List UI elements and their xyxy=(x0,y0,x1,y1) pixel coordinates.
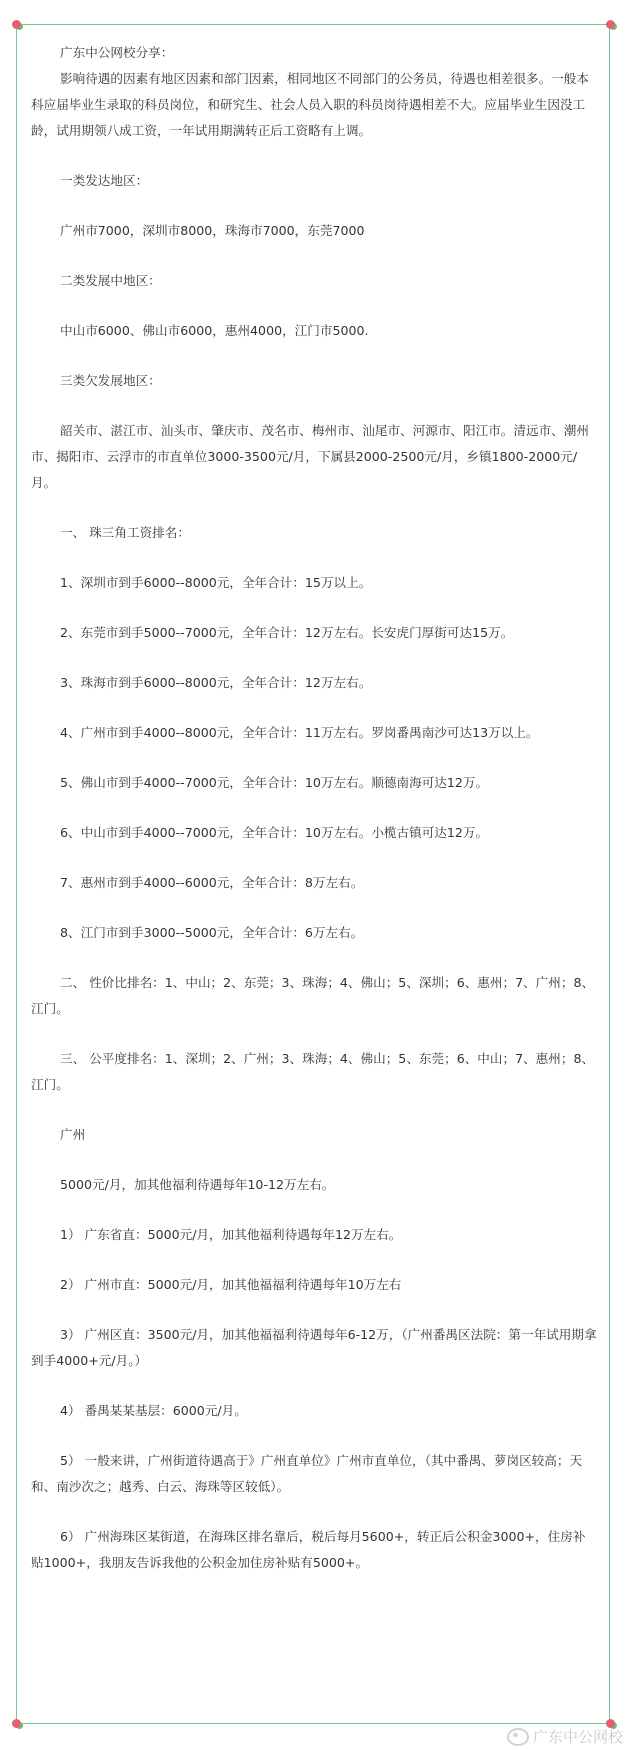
region-heading-3: 三类欠发展地区： xyxy=(60,373,161,388)
weibo-logo-icon xyxy=(507,1728,529,1746)
guangzhou-item: 3） 广州区直：3500元/月，加其他福福利待遇每年6-12万，（广州番禺区法院：第一年试用期拿到手4000+元/月。） xyxy=(31,1327,597,1368)
region-3-salaries: 韶关市、湛江市、汕头市、肇庆市、茂名市、梅州市、汕尾市、河源市、阳江市。清远市、潮州市、揭阳市、云浮市的市直单位3000-3500元/月，下属县2000-2500元/月，乡镇1800-2000元/月。 xyxy=(31,423,589,490)
region-1-salaries: 广州市7000，深圳市8000，珠海市7000，东莞7000 xyxy=(60,223,365,238)
guangzhou-item: 1） 广东省直：5000元/月，加其他福利待遇每年12万左右。 xyxy=(60,1227,402,1242)
ranking-item: 3、珠海市到手6000--8000元，全年合计：12万左右。 xyxy=(60,675,372,690)
article-body xyxy=(31,40,597,1576)
region-2-salaries: 中山市6000、佛山市6000，惠州4000，江门市5000. xyxy=(60,323,369,338)
guangzhou-item: 2） 广州市直：5000元/月，加其他福福利待遇每年10万左右 xyxy=(60,1277,402,1292)
guangzhou-item: 6） 广州海珠区某街道，在海珠区排名靠后，税后每月5600+，转正后公积金3000+，住房补贴1000+，我朋友告诉我他的公积金加住房补贴有5000+。 xyxy=(31,1529,586,1570)
value-ranking: 二、 性价比排名：1、中山；2、东莞；3、珠海；4、佛山；5、深圳；6、惠州；7、广州；8、江门。 xyxy=(31,975,595,1016)
corner-flower-icon xyxy=(12,1719,21,1728)
ranking-item: 1、深圳市到手6000--8000元，全年合计：15万以上。 xyxy=(60,575,372,590)
ranking-item: 5、佛山市到手4000--7000元，全年合计：10万左右。顺德南海可达12万。 xyxy=(60,775,489,790)
region-heading-1: 一类发达地区： xyxy=(60,173,149,188)
watermark-text: 广东中公网校 xyxy=(532,1728,623,1746)
region-heading-2: 二类发展中地区： xyxy=(60,273,161,288)
corner-flower-icon xyxy=(606,20,615,29)
watermark xyxy=(507,1726,623,1747)
ranking-item: 8、江门市到手3000--5000元，全年合计：6万左右。 xyxy=(60,925,364,940)
corner-flower-icon xyxy=(12,20,21,29)
guangzhou-heading: 广州 xyxy=(60,1127,86,1142)
section-heading-ranking: 一、 珠三角工资排名： xyxy=(60,525,190,540)
fairness-ranking: 三、 公平度排名：1、深圳；2、广州；3、珠海；4、佛山；5、东莞；6、中山；7、惠州；8、江门。 xyxy=(31,1051,595,1092)
guangzhou-item: 5） 一般来讲，广州街道待遇高于》广州直单位》广州市直单位，（其中番禺、萝岗区较高；天和、南沙次之；越秀、白云、海珠等区较低）。 xyxy=(31,1453,583,1494)
guangzhou-summary: 5000元/月，加其他福利待遇每年10-12万左右。 xyxy=(60,1177,335,1192)
intro-paragraph: 影响待遇的因素有地区因素和部门因素，相同地区不同部门的公务员，待遇也相差很多。一般本科应届毕业生录取的科员岗位，和研究生、社会人员入职的科员岗待遇相差不大。应届毕业生因没工龄，试用期领八成工资，一年试用期满转正后工资略有上调。 xyxy=(31,71,589,138)
intro-source: 广东中公网校分享： xyxy=(60,45,174,60)
guangzhou-item: 4） 番禺某某基层：6000元/月。 xyxy=(60,1403,247,1418)
ranking-item: 4、广州市到手4000--8000元，全年合计：11万左右。罗岗番禺南沙可达13万以上。 xyxy=(60,725,539,740)
ranking-item: 2、东莞市到手5000--7000元，全年合计：12万左右。长安虎门厚街可达15万。 xyxy=(60,625,514,640)
ranking-item: 7、惠州市到手4000--6000元，全年合计：8万左右。 xyxy=(60,875,364,890)
ranking-item: 6、中山市到手4000--7000元，全年合计：10万左右。小榄古镇可达12万。 xyxy=(60,825,489,840)
